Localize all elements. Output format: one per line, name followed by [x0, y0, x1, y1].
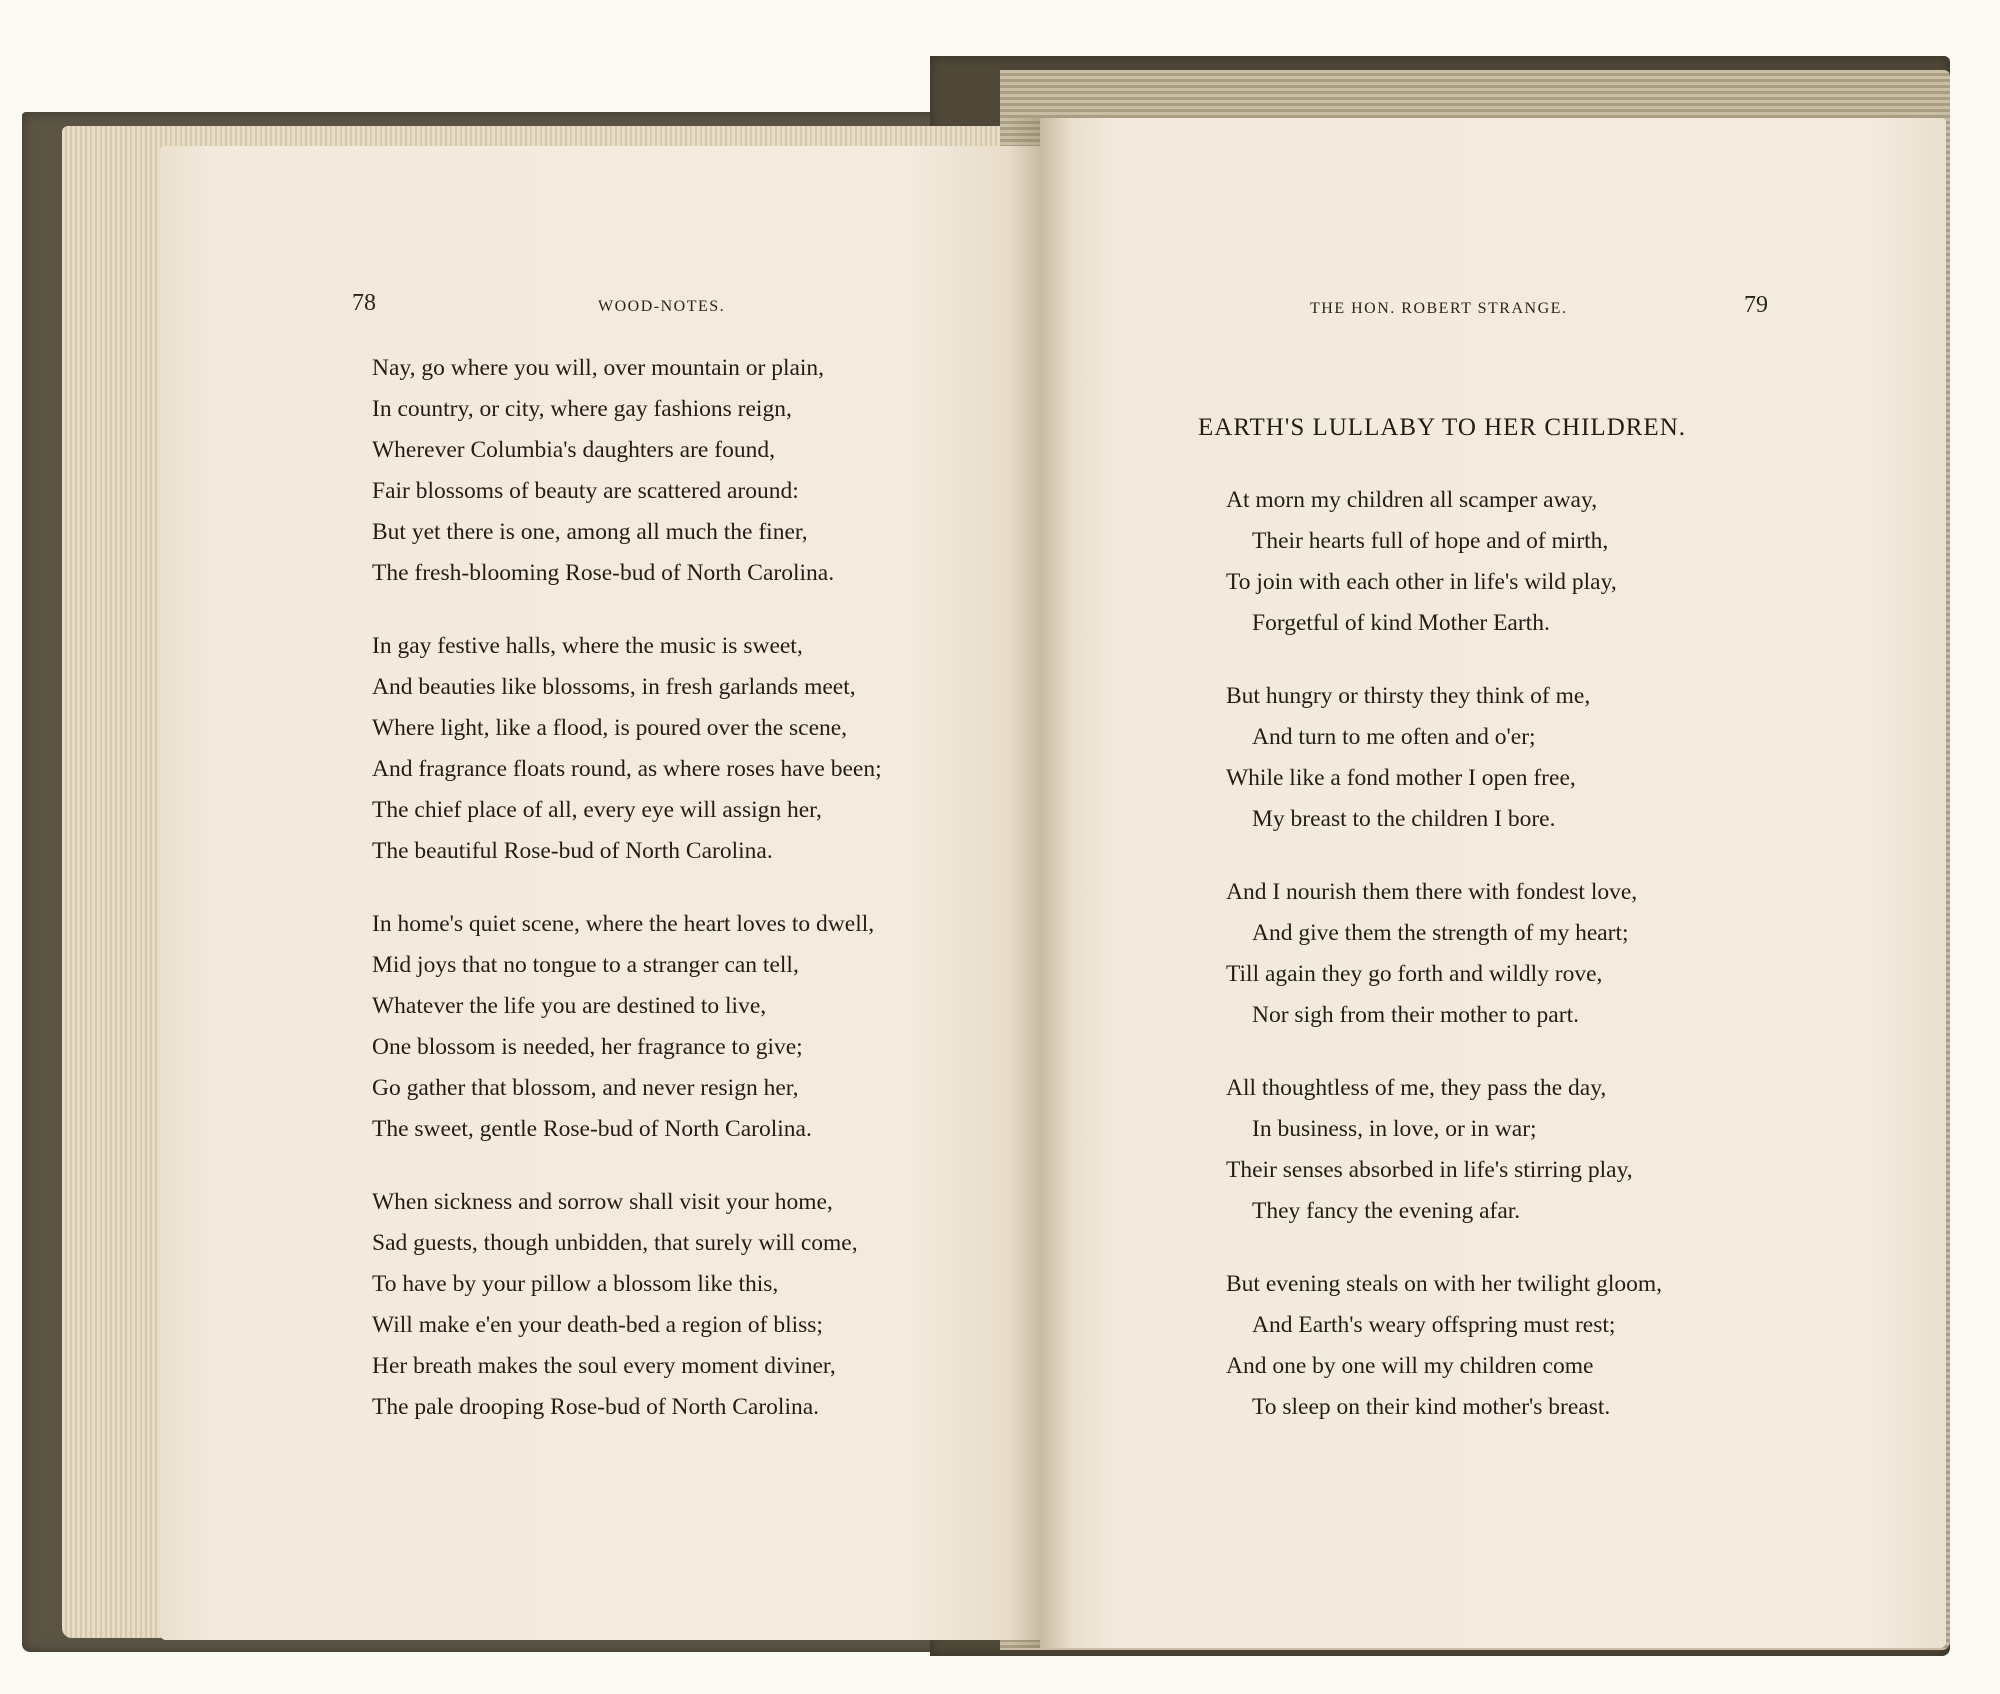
- poem-line: Till again they go forth and wildly rove,: [1226, 961, 1603, 987]
- poem-line: But hungry or thirsty they think of me,: [1226, 683, 1591, 709]
- right-running-head: THE HON. ROBERT STRANGE.: [1310, 300, 1568, 317]
- poem-line: Whatever the life you are destined to live,: [372, 993, 767, 1019]
- poem-line: To have by your pillow a blossom like this,: [372, 1271, 779, 1297]
- poem-line: Where light, like a flood, is poured over the scene,: [372, 715, 848, 741]
- poem-line: Go gather that blossom, and never resign her,: [372, 1075, 799, 1101]
- poem-line: Her breath makes the soul every moment diviner,: [372, 1353, 836, 1379]
- stanza: [372, 348, 882, 594]
- poem-line: They fancy the evening afar.: [1252, 1198, 1521, 1224]
- poem-line: The sweet, gentle Rose-bud of North Carolina.: [372, 1116, 812, 1142]
- poem-line: Forgetful of kind Mother Earth.: [1252, 610, 1550, 636]
- poem-line: At morn my children all scamper away,: [1226, 487, 1598, 513]
- poem-line: Fair blossoms of beauty are scattered around:: [372, 478, 799, 504]
- poem-line: The chief place of all, every eye will assign her,: [372, 797, 822, 823]
- poem-line: Their senses absorbed in life's stirring play,: [1226, 1157, 1633, 1183]
- stanza: [1226, 1068, 1662, 1232]
- poem-line: The beautiful Rose-bud of North Carolina.: [372, 838, 773, 864]
- poem-line: One blossom is needed, her fragrance to give;: [372, 1034, 803, 1060]
- poem-line: While like a fond mother I open free,: [1226, 765, 1576, 791]
- poem-line: Will make e'en your death-bed a region of bliss;: [372, 1312, 823, 1338]
- poem-line: In gay festive halls, where the music is sweet,: [372, 633, 803, 659]
- poem-line: And fragrance floats round, as where roses have been;: [372, 756, 882, 782]
- stanza: [1226, 872, 1662, 1036]
- left-page-number: 78: [352, 290, 376, 316]
- poem-line: And give them the strength of my heart;: [1252, 920, 1629, 946]
- poem-line: And turn to me often and o'er;: [1252, 724, 1536, 750]
- poem-line: But yet there is one, among all much the finer,: [372, 519, 808, 545]
- poem-line: My breast to the children I bore.: [1252, 806, 1556, 832]
- poem-line: Sad guests, though unbidden, that surely will come,: [372, 1230, 858, 1256]
- poem-line: In home's quiet scene, where the heart loves to dwell,: [372, 911, 875, 937]
- stanza: [1226, 676, 1662, 840]
- poem-line: When sickness and sorrow shall visit your home,: [372, 1189, 833, 1215]
- poem-line: And beauties like blossoms, in fresh garlands meet,: [372, 674, 856, 700]
- poem-line: To sleep on their kind mother's breast.: [1252, 1394, 1611, 1420]
- stanza: [372, 904, 882, 1150]
- poem-line: And Earth's weary offspring must rest;: [1252, 1312, 1616, 1338]
- left-running-head: WOOD-NOTES.: [598, 298, 726, 315]
- left-poem: [372, 348, 882, 1460]
- poem-line: To join with each other in life's wild play,: [1226, 569, 1617, 595]
- poem-line: Mid joys that no tongue to a stranger can tell,: [372, 952, 799, 978]
- poem-line: In country, or city, where gay fashions reign,: [372, 396, 792, 422]
- right-page-number: 79: [1744, 292, 1768, 318]
- right-poem: [1226, 480, 1662, 1460]
- poem-line: Nay, go where you will, over mountain or plain,: [372, 355, 825, 381]
- poem-line: All thoughtless of me, they pass the day,: [1226, 1075, 1607, 1101]
- stanza: [1226, 1264, 1662, 1428]
- poem-line: Nor sigh from their mother to part.: [1252, 1002, 1579, 1028]
- poem-line: And one by one will my children come: [1226, 1353, 1594, 1379]
- stanza: [1226, 480, 1662, 644]
- poem-line: The pale drooping Rose-bud of North Carolina.: [372, 1394, 820, 1420]
- stanza: [372, 1182, 882, 1428]
- poem-line: In business, in love, or in war;: [1252, 1116, 1537, 1142]
- poem-line: But evening steals on with her twilight gloom,: [1226, 1271, 1663, 1297]
- poem-line: And I nourish them there with fondest love,: [1226, 879, 1638, 905]
- poem-line: Wherever Columbia's daughters are found,: [372, 437, 775, 463]
- poem-title: EARTH'S LULLABY TO HER CHILDREN.: [1198, 414, 1687, 441]
- poem-line: Their hearts full of hope and of mirth,: [1252, 528, 1609, 554]
- book-gutter: [1010, 118, 1070, 1648]
- stanza: [372, 626, 882, 872]
- poem-line: The fresh-blooming Rose-bud of North Carolina.: [372, 560, 835, 586]
